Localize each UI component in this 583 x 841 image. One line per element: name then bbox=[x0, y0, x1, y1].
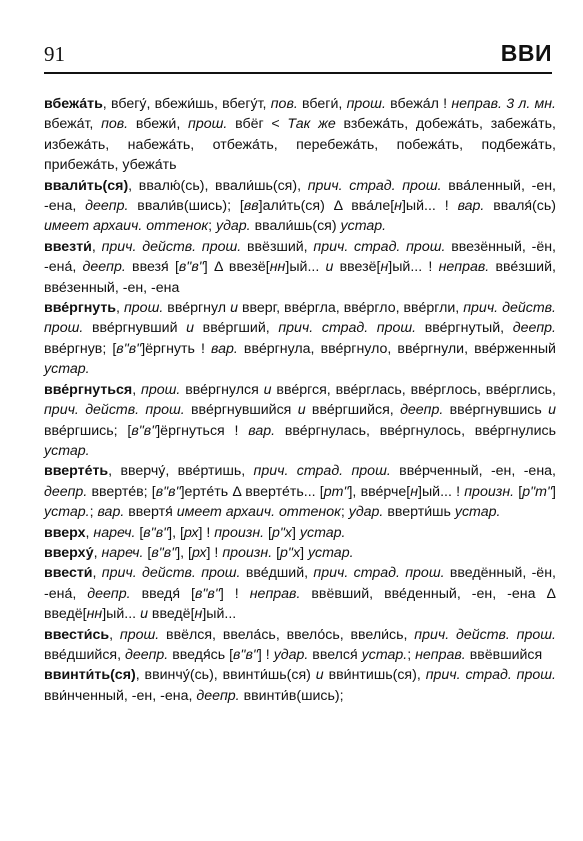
entry-label: произн. bbox=[222, 544, 273, 561]
entry-label: нн bbox=[86, 606, 103, 623]
entry-label: и bbox=[297, 402, 306, 419]
entry-text: ввёзший, bbox=[241, 238, 314, 255]
entry-label: прич. действ. прош. bbox=[101, 238, 242, 255]
entry-text: ввинти́в(шись); bbox=[239, 687, 344, 704]
entry-text: , ввинчу́(сь), ввинти́шь(ся) bbox=[135, 667, 316, 684]
entry-text: ввезя́ [ bbox=[125, 259, 179, 276]
entry-headword: ввинти́ть(ся) bbox=[44, 667, 136, 684]
entry-text: ]ый... bbox=[202, 606, 237, 623]
entry-label: деепр. bbox=[44, 483, 88, 500]
entry-text: ] ! bbox=[198, 524, 215, 541]
dictionary-entry bbox=[44, 625, 556, 666]
entry-text: вва́ленный, -ен, -ена, bbox=[44, 177, 556, 215]
entry-headword: вбежа́ть bbox=[44, 96, 103, 112]
entry-text: ], [ bbox=[176, 544, 193, 561]
entry-label: удар. bbox=[348, 504, 384, 521]
entry-text: ввертя́ bbox=[124, 504, 177, 521]
entry-label: устар. bbox=[340, 218, 387, 235]
entry-label: вар. bbox=[457, 198, 485, 215]
entry-label: вв bbox=[243, 198, 259, 215]
entry-label: прич. действ. прош. bbox=[44, 300, 556, 337]
entry-label: вʺвʺ bbox=[151, 544, 177, 561]
dictionary-entry bbox=[44, 298, 556, 380]
entry-label: прош. bbox=[123, 300, 164, 317]
dictionary-entry bbox=[44, 380, 556, 462]
entry-text: вве́дший, bbox=[240, 565, 314, 582]
entry-text: введя́сь [ bbox=[168, 646, 234, 663]
entry-text: вве́рченный, -ен, -ена, bbox=[390, 463, 556, 480]
entry-text: , bbox=[91, 238, 102, 255]
entry-text: ; bbox=[407, 646, 416, 663]
page-number: 91 bbox=[44, 42, 65, 66]
entry-text: вве́ргнула, вве́ргнуло, вве́ргнули, вве́рженный bbox=[237, 340, 556, 357]
entry-text: вверг, вве́ргла, вве́ргло, вве́ргли, bbox=[237, 300, 464, 317]
entry-text: ]ый... bbox=[102, 606, 141, 623]
entry-label: неправ. bbox=[249, 585, 301, 602]
entry-text: ], вве́рче[ bbox=[348, 483, 411, 500]
entry-text: вве́зший, вве́зенный, -ен, -ена bbox=[44, 259, 556, 296]
entry-text: ; bbox=[89, 504, 98, 521]
page-header bbox=[44, 40, 552, 70]
dictionary-entries bbox=[44, 94, 556, 706]
entry-text: введённый, -ён, -ена́, bbox=[44, 565, 556, 602]
entry-label: прич. действ. прош. bbox=[101, 565, 241, 582]
entry-headword: вве́ргнуть bbox=[44, 300, 117, 317]
entry-text: ; bbox=[208, 218, 216, 235]
entry-text: вбёг < bbox=[227, 116, 288, 133]
entry-label: и bbox=[186, 320, 195, 337]
entry-label: прич. страд. прош. bbox=[313, 565, 445, 582]
entry-label: устар. bbox=[299, 524, 346, 541]
entry-text: ] ! bbox=[206, 544, 223, 561]
entry-text: вбежи́, bbox=[128, 116, 189, 133]
entry-text: вве́ргший, bbox=[194, 320, 279, 337]
entry-label: вар. bbox=[97, 504, 125, 521]
entry-label: неправ. bbox=[438, 259, 490, 276]
entry-text: вви́нтишь(ся), bbox=[323, 667, 426, 684]
entry-text: вверти́шь bbox=[383, 504, 455, 521]
entry-label: прич. страд. прош. bbox=[278, 320, 417, 337]
entry-headword: ввести́ bbox=[44, 565, 93, 582]
entry-label: устар. bbox=[44, 442, 90, 459]
entry-text: ввелся́ bbox=[308, 646, 362, 663]
entry-label: прич. страд. прош. bbox=[425, 667, 556, 684]
entry-text: ввали́в(шись); [ bbox=[128, 198, 244, 215]
entry-label: устар. bbox=[44, 361, 90, 378]
entry-label: ртʺ bbox=[323, 483, 349, 500]
entry-label: устар. bbox=[307, 544, 354, 561]
entry-label: неправ. 3 л. мн. bbox=[451, 96, 556, 112]
entry-label: и bbox=[140, 606, 148, 623]
entry-text: вви́нченный, -ен, -ена, bbox=[44, 687, 197, 704]
entry-label: и bbox=[315, 667, 324, 684]
entry-text: взбежа́ть, добежа́ть, забежа́ть, избежа́ть, набежа́ть, отбежа́ть, перебежа́ть, побежа́ть, подбежа́ть, прибежа́ть, убежа́ть bbox=[44, 116, 556, 174]
entry-label: вʺвʺ bbox=[131, 422, 157, 439]
entry-text: вве́дшийся, bbox=[44, 646, 125, 663]
running-head: ВВИ bbox=[500, 40, 552, 66]
entry-label: деепр. bbox=[512, 320, 556, 337]
entry-label: прош. bbox=[188, 116, 228, 133]
entry-text: [ bbox=[514, 483, 523, 500]
entry-text: , bbox=[85, 524, 94, 541]
entry-text: ; bbox=[340, 504, 349, 521]
entry-label: устар. bbox=[454, 504, 501, 521]
entry-text: ввали́шь(ся) bbox=[250, 218, 341, 235]
entry-text: , вбегу́, вбежи́шь, вбегу́т, bbox=[102, 96, 271, 112]
entry-text: ]ый... ! bbox=[418, 483, 465, 500]
entry-text: [ bbox=[272, 544, 281, 561]
entry-label: вар. bbox=[248, 422, 276, 439]
entry-headword: вверх bbox=[44, 524, 86, 541]
entry-text: вве́ргнувший bbox=[83, 320, 187, 337]
entry-headword: вве́ргнуться bbox=[44, 381, 133, 398]
entry-label: прич. действ. прош. bbox=[44, 402, 185, 419]
entry-text: ] Δ ввезё[ bbox=[203, 259, 270, 276]
dictionary-entry bbox=[44, 237, 556, 298]
dictionary-entry bbox=[44, 523, 556, 543]
entry-label: прич. страд. прош. bbox=[253, 463, 391, 480]
entry-text: ]ый... ! bbox=[401, 198, 458, 215]
entry-text: ] ! bbox=[219, 585, 250, 602]
entry-text: ввезённый, -ён, -ена́, bbox=[44, 238, 556, 276]
entry-label: рʺх bbox=[280, 544, 301, 561]
entry-label: вʺвʺ bbox=[233, 646, 258, 663]
entry-label: удар. bbox=[273, 646, 309, 663]
entry-text: ]али́ть(ся) Δ вва́ле[ bbox=[258, 198, 395, 215]
dictionary-entry bbox=[44, 543, 556, 563]
entry-text: ], [ bbox=[168, 524, 184, 541]
entry-text: , bbox=[116, 300, 124, 317]
entry-text: вве́ргшись; [ bbox=[44, 422, 132, 439]
entry-text: , ввалю́(сь), ввали́шь(ся), bbox=[128, 177, 308, 194]
entry-text: вве́ргнув; [ bbox=[44, 340, 117, 357]
entry-label: деепр. bbox=[82, 259, 126, 276]
entry-text: ] ! bbox=[257, 646, 274, 663]
entry-headword: ввезти́ bbox=[44, 238, 92, 255]
entry-text: ввёвший, вве́денный, -ен, -ена Δ введё[ bbox=[44, 585, 556, 623]
dictionary-entry bbox=[44, 461, 556, 522]
entry-label: н bbox=[194, 606, 203, 623]
entry-label: прич. страд. прош. bbox=[313, 238, 446, 255]
entry-label: пов. bbox=[270, 96, 298, 112]
entry-text: вве́ргся, вве́рглась, вве́рглось, вве́рглись, bbox=[271, 381, 556, 398]
entry-label: удар. bbox=[215, 218, 251, 235]
dictionary-entry bbox=[44, 176, 556, 237]
entry-label: прич. действ. прош. bbox=[414, 626, 556, 643]
entry-text: , bbox=[109, 626, 120, 643]
entry-text: ] bbox=[292, 524, 300, 541]
entry-label: нн bbox=[269, 259, 286, 276]
entry-text: ввёвшийся bbox=[465, 646, 543, 663]
entry-headword: вверте́ть bbox=[44, 463, 109, 480]
entry-headword: вверху́ bbox=[44, 544, 94, 561]
entry-text: ]ерте́ть Δ вверте́ть... [ bbox=[180, 483, 324, 500]
entry-text: ]ёргнуть ! bbox=[141, 340, 211, 357]
entry-text: вве́ргнул bbox=[163, 300, 231, 317]
entry-label: вʺвʺ bbox=[155, 483, 181, 500]
entry-label: н bbox=[380, 259, 389, 276]
dictionary-entry bbox=[44, 94, 556, 176]
entry-label: вʺвʺ bbox=[143, 524, 169, 541]
entry-label: вʺвʺ bbox=[178, 259, 204, 276]
entry-text: вве́ргшийся, bbox=[305, 402, 401, 419]
entry-label: прош. bbox=[119, 626, 160, 643]
entry-label: прош. bbox=[346, 96, 386, 112]
entry-label: н bbox=[394, 198, 402, 215]
entry-text: ввезё[ bbox=[333, 259, 381, 276]
entry-text: ]ёргнуться ! bbox=[156, 422, 249, 439]
entry-text: вве́ргнувшись bbox=[443, 402, 549, 419]
entry-label: неправ. bbox=[415, 646, 466, 663]
entry-label: прош. bbox=[141, 381, 181, 398]
entry-label: произн. bbox=[464, 483, 515, 500]
entry-label: имеет архаич. оттенок bbox=[44, 218, 209, 235]
entry-label: и bbox=[325, 259, 334, 276]
entry-label: имеет архаич. оттенок bbox=[176, 504, 341, 521]
entry-label: произн. bbox=[214, 524, 265, 541]
entry-label: вʺвʺ bbox=[116, 340, 142, 357]
entry-text: вбежа́т, bbox=[44, 116, 102, 133]
entry-text: вбежа́л ! bbox=[385, 96, 452, 112]
entry-label: рх bbox=[183, 524, 199, 541]
entry-label: вʺвʺ bbox=[194, 585, 220, 602]
entry-headword: ввали́ть(ся) bbox=[44, 177, 129, 194]
entry-text: , вверчу́, вве́ртишь, bbox=[108, 463, 254, 480]
entry-text: введя́ [ bbox=[130, 585, 195, 602]
entry-text: вве́ргнулась, вве́ргнулось, вве́ргнулись bbox=[275, 422, 556, 439]
entry-label: и bbox=[548, 402, 556, 419]
dictionary-entry bbox=[44, 563, 556, 624]
entry-label: пов. bbox=[101, 116, 129, 133]
entry-label: устар. bbox=[361, 646, 408, 663]
entry-text: вве́ргнутый, bbox=[416, 320, 513, 337]
entry-text: вве́ргнувшийся bbox=[184, 402, 298, 419]
entry-text: введё[ bbox=[147, 606, 195, 623]
entry-label: рх bbox=[192, 544, 207, 561]
entry-text: [ bbox=[135, 524, 144, 541]
entry-headword: ввести́сь bbox=[44, 626, 110, 643]
entry-label: прич. страд. прош. bbox=[307, 177, 442, 194]
entry-label: и bbox=[263, 381, 272, 398]
header-rule bbox=[44, 72, 552, 74]
entry-text: , bbox=[92, 565, 102, 582]
entry-text: ] bbox=[552, 483, 556, 500]
entry-label: нареч. bbox=[93, 524, 136, 541]
entry-text: ]ый... bbox=[285, 259, 326, 276]
entry-label: рʺх bbox=[271, 524, 292, 541]
entry-text: вбеги́, bbox=[297, 96, 347, 112]
entry-label: деепр. bbox=[400, 402, 444, 419]
entry-text: вваля́(сь) bbox=[484, 198, 556, 215]
entry-label: деепр. bbox=[85, 198, 129, 215]
entry-text: ]ый... ! bbox=[388, 259, 439, 276]
entry-label: устар. bbox=[44, 504, 90, 521]
entry-label: Так же bbox=[287, 116, 336, 133]
entry-label: рʺтʺ bbox=[522, 483, 553, 500]
entry-text: ] bbox=[300, 544, 308, 561]
entry-label: н bbox=[410, 483, 418, 500]
entry-label: деепр. bbox=[196, 687, 240, 704]
entry-text: , bbox=[132, 381, 142, 398]
entry-text: [ bbox=[143, 544, 152, 561]
entry-text: [ bbox=[264, 524, 272, 541]
entry-label: деепр. bbox=[87, 585, 131, 602]
dictionary-entry bbox=[44, 665, 556, 706]
entry-label: и bbox=[230, 300, 238, 317]
entry-text: вве́ргнулся bbox=[180, 381, 264, 398]
entry-label: деепр. bbox=[124, 646, 169, 663]
entry-text: вверте́в; [ bbox=[87, 483, 156, 500]
entry-label: нареч. bbox=[101, 544, 144, 561]
entry-text: , bbox=[93, 544, 102, 561]
entry-text: ввёлся, ввела́сь, ввело́сь, ввели́сь, bbox=[159, 626, 415, 643]
entry-label: вар. bbox=[211, 340, 238, 357]
